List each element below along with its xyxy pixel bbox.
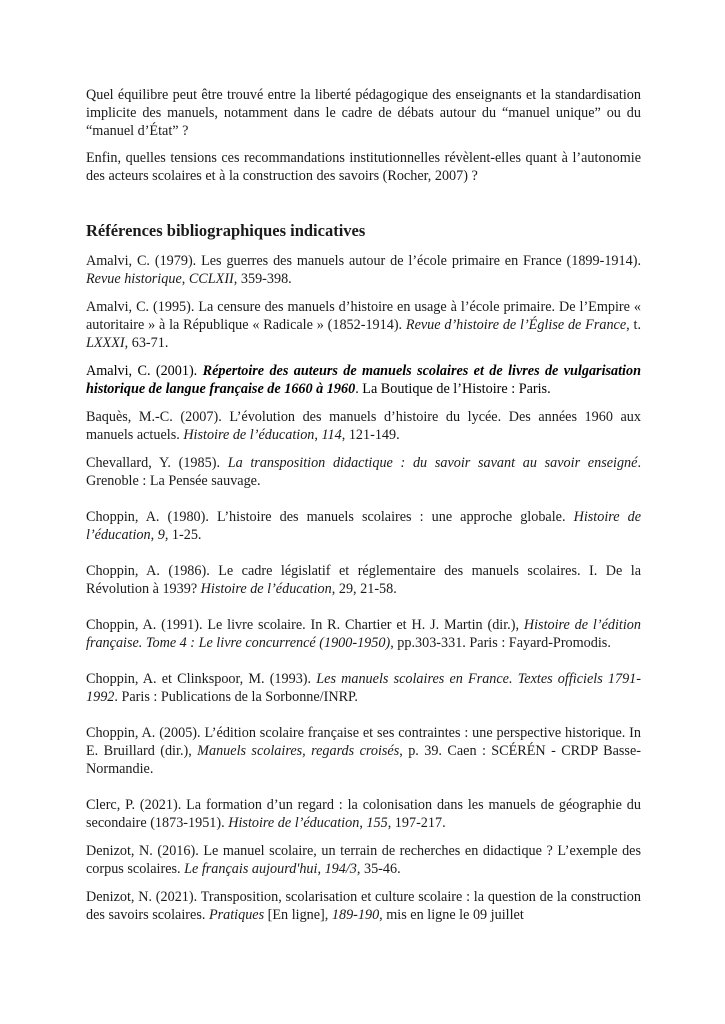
reference-item: Clerc, P. (2021). La formation d’un regard : la colonisation dans les manuels de géographie du secondaire (1873-1951). Histoire de l’éducation, 155, 197-217. — [86, 797, 641, 831]
reference-item: Amalvi, C. (1995). La censure des manuels d’histoire en usage à l’école primaire. De l’Empire « autoritaire » à la République « Radicale » (1852-1914). Revue d’histoire de l’Église de France, t. LXXXI, 63-71. — [86, 299, 641, 351]
reference-item: Choppin, A. (1980). L’histoire des manuels scolaires : une approche globale. Histoire de l’éducation, 9, 1-25. — [86, 509, 641, 543]
reference-item: Choppin, A. (1986). Le cadre législatif et réglementaire des manuels scolaires. I. De la Révolution à 1939? Histoire de l’éducation, 29, 21-58. — [86, 563, 641, 597]
reference-item: Denizot, N. (2016). Le manuel scolaire, un terrain de recherches en didactique ? L’exemple des corpus scolaires. Le français aujourd'hui, 194/3, 35-46. — [86, 843, 641, 877]
document-page — [86, 86, 641, 934]
reference-list — [86, 252, 641, 924]
reference-item: Baquès, M.-C. (2007). L’évolution des manuels d’histoire du lycée. Des années 1960 aux manuels actuels. Histoire de l’éducation, 114, 121-149. — [86, 409, 641, 443]
reference-item: Choppin, A. (1991). Le livre scolaire. In R. Chartier et H. J. Martin (dir.), Histoire de l’édition française. Tome 4 : Le livre concurrencé (1900-1950), pp.303-331. Paris : Fayard-Promodis. — [86, 617, 641, 651]
section-heading: Références bibliographiques indicatives — [86, 221, 366, 240]
reference-item: Denizot, N. (2021). Transposition, scolarisation et culture scolaire : la question de la construction des savoirs scolaires. Pratiques [En ligne], 189-190, mis en ligne le 09 juillet — [86, 889, 641, 923]
reference-item: Amalvi, C. (1979). Les guerres des manuels autour de l’école primaire en France (1899-1914). Revue historique, CCLXII, 359-398. — [86, 253, 641, 287]
reference-item: Chevallard, Y. (1985). La transposition didactique : du savoir savant au savoir enseigné. Grenoble : La Pensée sauvage. — [86, 455, 641, 489]
reference-item: Choppin, A. (2005). L’édition scolaire française et ses contraintes : une perspective historique. In E. Bruillard (dir.), Manuels scolaires, regards croisés, p. 39. Caen : SCÉRÉN - CRDP Basse-Normandie. — [86, 725, 641, 777]
intro-paragraph: Quel équilibre peut être trouvé entre la liberté pédagogique des enseignants et la standardisation implicite des manuels, notamment dans le cadre de débats autour du “manuel unique” ou du “manuel d’État” ? — [86, 87, 641, 139]
reference-item: Choppin, A. et Clinkspoor, M. (1993). Les manuels scolaires en France. Textes officiels 1791-1992. Paris : Publications de la Sorbonne/INRP. — [86, 671, 641, 705]
intro-paragraph: Enfin, quelles tensions ces recommandations institutionnelles révèlent-elles quant à l’autonomie des acteurs scolaires et à la construction des savoirs (Rocher, 2007) ? — [86, 150, 641, 184]
reference-item: Amalvi, C. (2001). Répertoire des auteurs de manuels scolaires et de livres de vulgarisation historique de langue française de 1660 à 1960. La Boutique de l’Histoire : Paris. — [86, 363, 641, 397]
